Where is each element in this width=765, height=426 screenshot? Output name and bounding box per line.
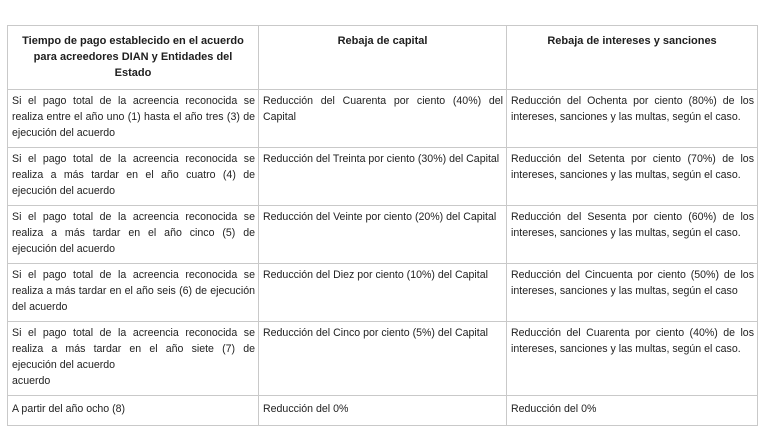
payment-time-cell xyxy=(8,322,259,396)
interest-reduction-cell: Reducción del 0% xyxy=(507,396,758,426)
payment-time-cell: A partir del año ocho (8) xyxy=(8,396,259,426)
payment-time-cell: Si el pago total de la acreencia reconocida se realiza a más tardar en el año seis (6) de ejecución del acuerdo xyxy=(8,264,259,322)
payment-time-text: Si el pago total de la acreencia reconocida se realiza a más tardar en el año siete (7) de ejecución del acuerdo xyxy=(12,327,255,371)
table-row xyxy=(8,90,758,148)
header-capital-reduction: Rebaja de capital xyxy=(259,26,507,90)
interest-reduction-cell: Reducción del Cuarenta por ciento (40%) de los intereses, sanciones y las multas, según el caso. xyxy=(507,322,758,396)
reduction-table-container xyxy=(7,25,757,426)
interest-reduction-cell: Reducción del Setenta por ciento (70%) de los intereses, sanciones y las multas, según el caso. xyxy=(507,148,758,206)
payment-time-cell: Si el pago total de la acreencia reconocida se realiza entre el año uno (1) hasta el año tres (3) de ejecución del acuerdo xyxy=(8,90,259,148)
table-row xyxy=(8,148,758,206)
table-row xyxy=(8,322,758,396)
interest-reduction-cell: Reducción del Sesenta por ciento (60%) de los intereses, sanciones y las multas, según el caso. xyxy=(507,206,758,264)
capital-reduction-cell: Reducción del Cinco por ciento (5%) del Capital xyxy=(259,322,507,396)
capital-reduction-cell: Reducción del 0% xyxy=(259,396,507,426)
interest-reduction-cell: Reducción del Ochenta por ciento (80%) de los intereses, sanciones y las multas, según el caso. xyxy=(507,90,758,148)
table-header-row xyxy=(8,26,758,90)
capital-reduction-cell: Reducción del Cuarenta por ciento (40%) del Capital xyxy=(259,90,507,148)
capital-reduction-cell: Reducción del Diez por ciento (10%) del Capital xyxy=(259,264,507,322)
header-payment-time: Tiempo de pago establecido en el acuerdo para acreedores DIAN y Entidades del Estado xyxy=(8,26,259,90)
reduction-table xyxy=(7,25,758,426)
interest-reduction-cell: Reducción del Cincuenta por ciento (50%) de los intereses, sanciones y las multas, según el caso xyxy=(507,264,758,322)
table-row xyxy=(8,264,758,322)
capital-reduction-cell: Reducción del Treinta por ciento (30%) del Capital xyxy=(259,148,507,206)
payment-time-cell: Si el pago total de la acreencia reconocida se realiza a más tardar en el año cinco (5) de ejecución del acuerdo xyxy=(8,206,259,264)
table-row xyxy=(8,396,758,426)
capital-reduction-cell: Reducción del Veinte por ciento (20%) del Capital xyxy=(259,206,507,264)
header-interest-reduction: Rebaja de intereses y sanciones xyxy=(507,26,758,90)
table-row xyxy=(8,206,758,264)
payment-time-extra-text: acuerdo xyxy=(12,375,51,387)
payment-time-cell: Si el pago total de la acreencia reconocida se realiza a más tardar en el año cuatro (4) de ejecución del acuerdo xyxy=(8,148,259,206)
